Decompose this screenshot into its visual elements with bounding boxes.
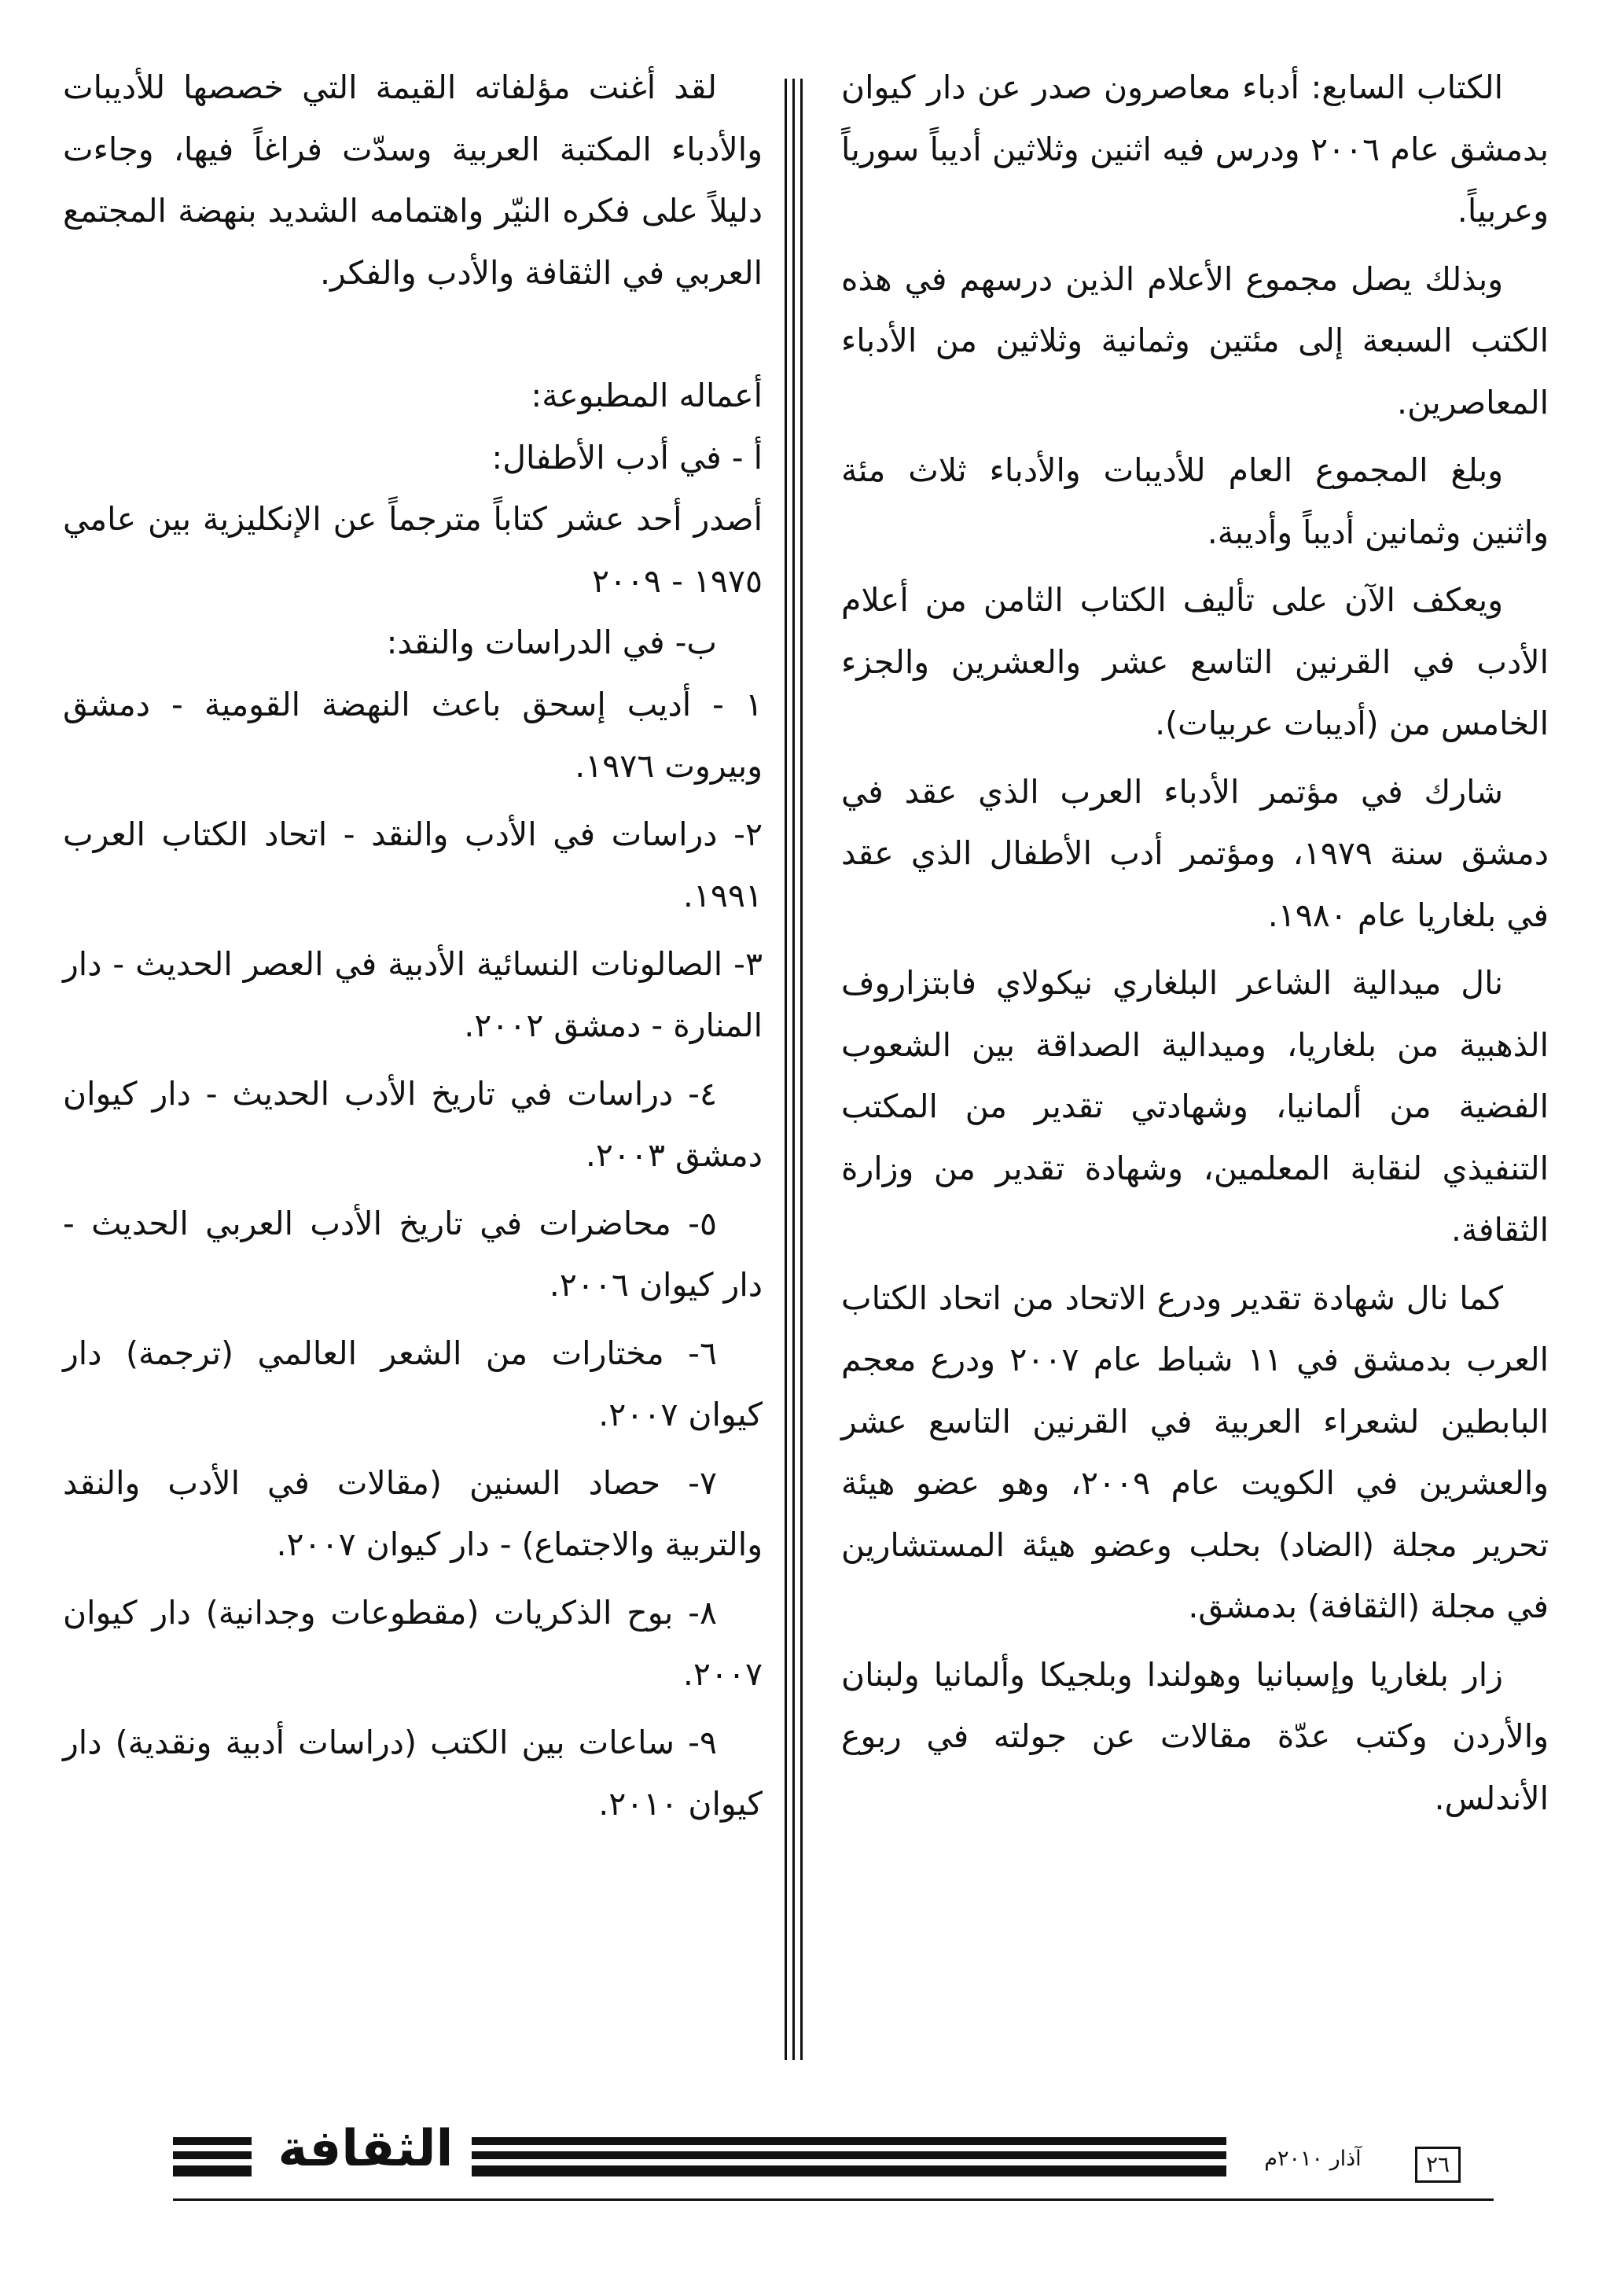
- bottom-rule: [173, 2198, 1494, 2201]
- paragraph: ويعكف الآن على تأليف الكتاب الثامن من أعلام الأدب في القرنين التاسع عشر والعشرين والجزء الخامس من (أديبات عربيات).: [841, 581, 1549, 742]
- works-item: ٢- دراسات في الأدب والنقد - اتحاد الكتاب العرب ١٩٩١.: [63, 815, 763, 914]
- paragraph: الكتاب السابع: أدباء معاصرون صدر عن دار كيوان بدمشق عام ٢٠٠٦ ودرس فيه اثنين وثلاثين أديباً سورياً وعربياً.: [841, 68, 1549, 230]
- paragraph: وبلغ المجموع العام للأديبات والأدباء ثلاث مئة واثنين وثمانين أديباً وأديبة.: [841, 451, 1549, 551]
- column-divider: [800, 79, 803, 2060]
- paragraph: كما نال شهادة تقدير ودرع الاتحاد من اتحاد الكتاب العرب بدمشق في ١١ شباط عام ٢٠٠٧ ودرع معجم البابطين لشعراء العربية في القرنين التاسع عشر والعشرين في الكويت عام ٢٠٠٩، وهو عضو هيئة تحرير مجلة (الضاد) بحلب وعضو هيئة المستشارين في مجلة (الثقافة) بدمشق.: [841, 1279, 1549, 1625]
- paragraph: زار بلغاريا وإسبانيا وهولندا وبلجيكا وألمانيا ولبنان والأردن وكتب عدّة مقالات عن جولته في ربوع الأندلس.: [841, 1655, 1549, 1817]
- footer-bar: [173, 2137, 252, 2145]
- magazine-logo: الثقافة: [278, 2120, 454, 2178]
- paragraph: نال ميدالية الشاعر البلغاري نيكولاي فابتزاروف الذهبية من بلغاريا، وميدالية الصداقة بين الشعوب الفضية من ألمانيا، وشهادتي تقدير من المكتب التنفيذي لنقابة المعلمين، وشهادة تقدير من وزارة الثقافة.: [841, 964, 1549, 1249]
- works-item: ٩- ساعات بين الكتب (دراسات أدبية ونقدية) دار كيوان ٢٠١٠.: [63, 1723, 763, 1823]
- paragraph: شارك في مؤتمر الأدباء العرب الذي عقد في دمشق سنة ١٩٧٩، ومؤتمر أدب الأطفال الذي عقد في بلغاريا عام ١٩٨٠.: [841, 772, 1549, 934]
- footer-bar: [173, 2165, 252, 2176]
- section-a-heading: أ - في أدب الأطفال:: [491, 438, 763, 476]
- footer-bar: [472, 2151, 1226, 2159]
- paragraph: وبذلك يصل مجموع الأعلام الذين درسهم في هذه الكتب السبعة إلى مئتين وثمانية وثلاثين من الأدباء المعاصرين.: [841, 259, 1549, 421]
- works-item: ٧- حصاد السنين (مقالات في الأدب والنقد والتربية والاجتماع) - دار كيوان ٢٠٠٧.: [63, 1463, 763, 1563]
- works-item: ٦- مختارات من الشعر العالمي (ترجمة) دار كيوان ٢٠٠٧.: [63, 1334, 763, 1433]
- issue-date: آذار ٢٠١٠م: [1264, 2147, 1362, 2171]
- section-a-text: أصدر أحد عشر كتاباً مترجماً عن الإنكليزية بين عامي ١٩٧٥ - ٢٠٠٩: [63, 500, 763, 600]
- column-divider: [785, 79, 787, 2060]
- spacer: [63, 304, 763, 365]
- page-number: ٢٦: [1415, 2147, 1461, 2183]
- section-b-heading: ب- في الدراسات والنقد:: [386, 624, 717, 661]
- works-item: ٨- بوح الذكريات (مقطوعات وجدانية) دار كيوان ٢٠٠٧.: [63, 1593, 763, 1693]
- column-divider: [792, 79, 795, 2060]
- footer-bar: [173, 2151, 252, 2159]
- works-item: ١ - أديب إسحق باعث النهضة القومية - دمشق وبيروت ١٩٧٦.: [63, 685, 763, 785]
- left-column: [63, 57, 763, 1835]
- works-item: ٥- محاضرات في تاريخ الأدب العربي الحديث - دار كيوان ٢٠٠٦.: [63, 1204, 763, 1304]
- works-item: ٣- الصالونات النسائية الأدبية في العصر الحديث - دار المنارة - دمشق ٢٠٠٢.: [63, 944, 763, 1044]
- footer-bar: [472, 2165, 1226, 2176]
- works-item: ٤- دراسات في تاريخ الأدب الحديث - دار كيوان دمشق ٢٠٠٣.: [63, 1074, 763, 1174]
- intro-paragraph: لقد أغنت مؤلفاته القيمة التي خصصها للأديبات والأدباء المكتبة العربية وسدّت فراغاً فيها، وجاءت دليلاً على فكره النيّر واهتمامه الشديد بنهضة المجتمع العربي في الثقافة والأدب والفكر.: [63, 68, 763, 292]
- right-column: [841, 57, 1549, 1829]
- works-heading: أعماله المطبوعة:: [531, 377, 763, 414]
- footer-bar: [472, 2137, 1226, 2145]
